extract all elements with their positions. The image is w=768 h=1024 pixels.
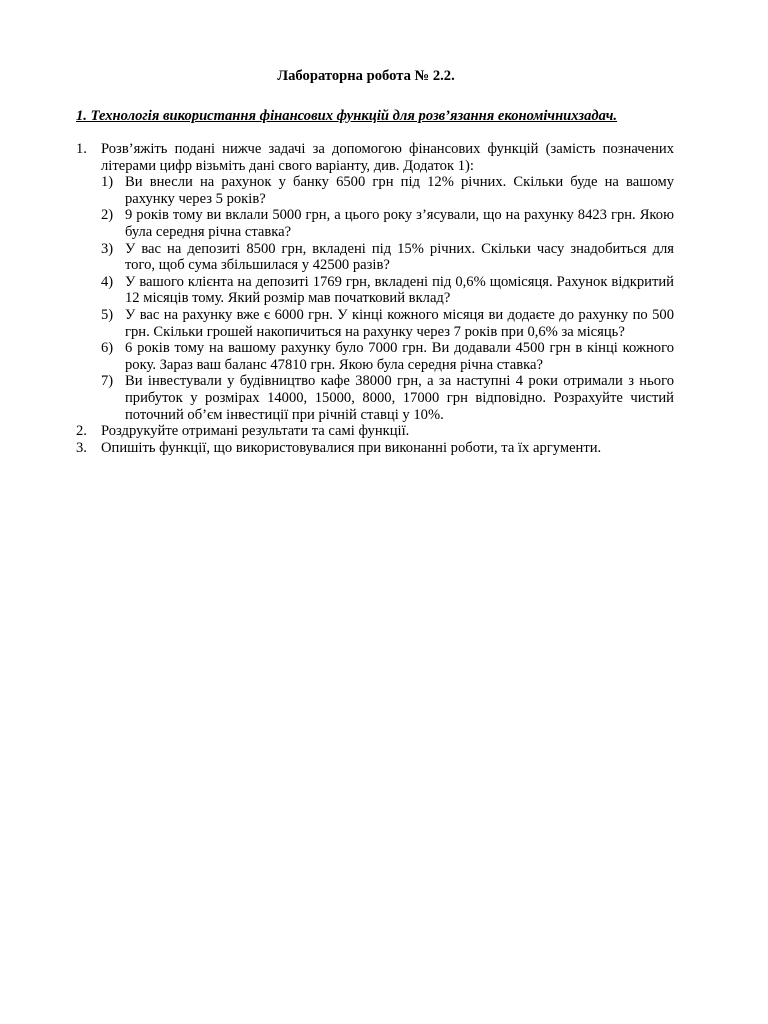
subtask-text: Ви внесли на рахунок у банку 6500 грн під 12% річних. Скільки буде на вашому рахунку через 5 років? — [125, 174, 674, 207]
subtask-number: 7) — [101, 373, 114, 390]
subtask-item-3 — [101, 241, 674, 274]
task-text: Опишіть функції, що використовувалися при виконанні роботи, та їх аргументи. — [101, 439, 602, 456]
document-title: Лабораторна робота № 2.2. — [277, 68, 455, 84]
task-item-3 — [76, 440, 674, 457]
task-number: 1. — [76, 141, 87, 157]
subtask-text: 9 років тому ви вклали 5000 грн, а цього року з’ясували, що на рахунку 8423 грн. Якою була середня річна ставка? — [125, 207, 674, 240]
subtask-item-1 — [101, 174, 674, 207]
task-item-2 — [76, 423, 674, 440]
subtask-number: 2) — [101, 207, 114, 224]
subtask-text: 6 років тому на вашому рахунку було 7000 грн. Ви додавали 4500 грн в кінці кожного року. Зараз ваш баланс 47810 грн. Якою була середня річна ставка? — [125, 340, 674, 373]
subtask-item-2 — [101, 207, 674, 240]
subtask-list — [101, 174, 674, 423]
subtask-number: 6) — [101, 340, 114, 357]
subtask-number: 1) — [101, 174, 114, 191]
subtask-text: У вашого клієнта на депозиті 1769 грн, вкладені під 0,6% щомісяця. Рахунок відкритий 12 місяців тому. Який розмір мав початковий вклад? — [125, 273, 674, 307]
subtask-text: Ви інвестували у будівництво кафе 38000 грн, а за наступні 4 роки отримали з нього прибуток у розмірах 14000, 15000, 8000, 17000 грн відповідно. Розрахуйте чистий поточний об’єм інвестиції при річній ставці у 10%. — [125, 373, 674, 423]
task-number: 3. — [76, 439, 87, 456]
subtask-item-6 — [101, 340, 674, 373]
subtask-text: У вас на депозиті 8500 грн, вкладені під 15% річних. Скільки часу знадобиться для того, щоб сума збільшилася у 42500 разів? — [125, 240, 674, 274]
subtask-item-4 — [101, 274, 674, 307]
subtask-text: У вас на рахунку вже є 6000 грн. У кінці кожного місяця ви додаєте до рахунку по 500 грн. Скільки грошей накопичиться на рахунку через 7 років при 0,6% за місяць? — [125, 306, 674, 340]
section-heading: 1. Технологія використання фінансових функцій для розв’язання економічнихзадач. — [76, 108, 618, 124]
subtask-item-7 — [101, 373, 674, 423]
task-text: Роздрукуйте отримані результати та самі функції. — [101, 423, 410, 440]
task-list — [76, 141, 674, 456]
task-text: Розв’яжіть подані нижче задачі за допомогою фінансових функцій (замість позначених літерами цифр візьміть дані свого варіанту, див. Додаток 1): — [101, 141, 674, 174]
task-item-1 — [76, 141, 674, 423]
task-number: 2. — [76, 423, 87, 440]
subtask-number: 5) — [101, 306, 114, 323]
subtask-number: 3) — [101, 240, 114, 257]
subtask-number: 4) — [101, 273, 114, 290]
subtask-item-5 — [101, 307, 674, 340]
